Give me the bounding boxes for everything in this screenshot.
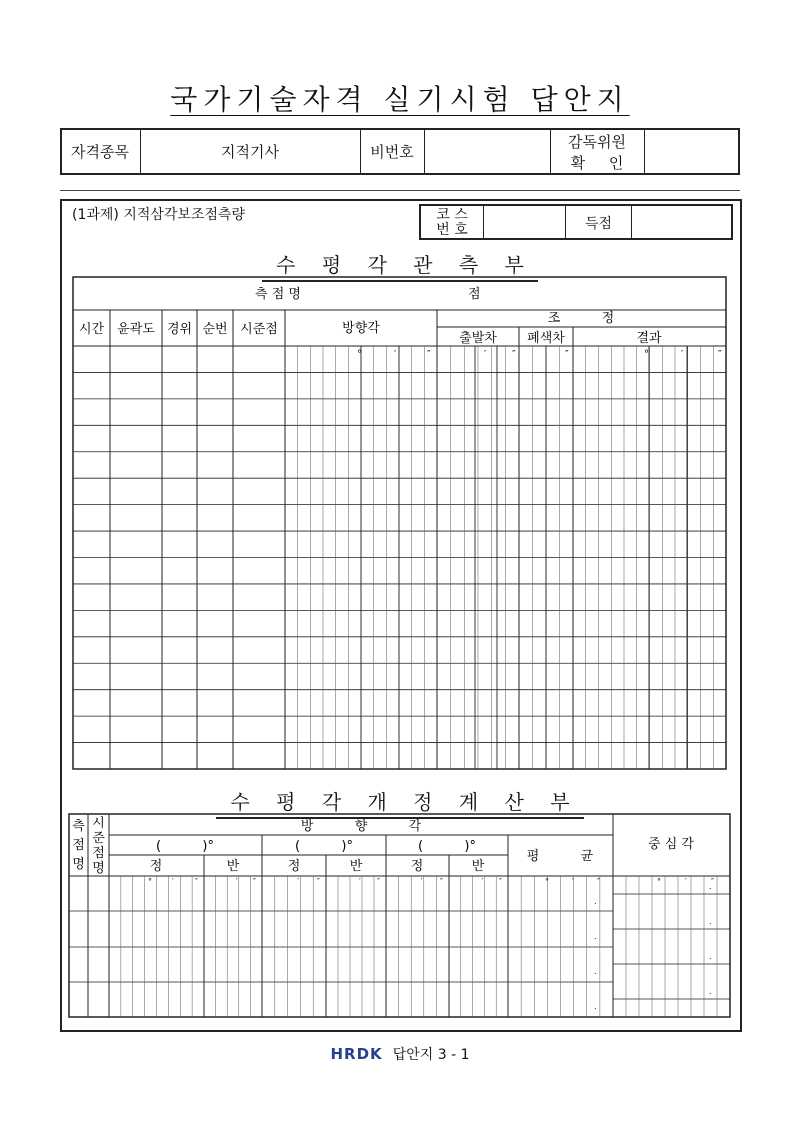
- paren-1: ( )°: [156, 839, 214, 854]
- col-order: 순번: [202, 322, 228, 337]
- page-title: 국가기술자격 실기시험 답안지: [170, 83, 630, 116]
- min-mark: ′: [359, 877, 361, 886]
- decimal-dot: .: [709, 882, 712, 891]
- min-mark: ′: [172, 877, 174, 886]
- deg-mark: °: [148, 877, 152, 886]
- sec-mark: ″: [718, 349, 722, 360]
- page-label: 답안지 3 - 1: [392, 1047, 470, 1063]
- station-label: 측 점 명: [255, 287, 301, 302]
- task-label: (1과제) 지적삼각보조점측량: [72, 207, 246, 223]
- deg-mark: °: [545, 877, 549, 886]
- course-label: 코 스: [436, 207, 468, 223]
- decimal-dot: .: [594, 1002, 597, 1011]
- field-value[interactable]: 지적기사: [221, 143, 279, 161]
- min-mark: ′: [484, 349, 487, 360]
- col-adjust: 조 정: [547, 311, 615, 326]
- footer: [0, 1044, 800, 1064]
- sec-mark: ″: [499, 877, 502, 886]
- target-char: 명: [92, 861, 105, 876]
- col-close-diff: 폐색차: [527, 331, 565, 346]
- calc-col-direction: 방 향 각: [300, 819, 422, 834]
- hrdk-logo: HRDK: [330, 1045, 383, 1063]
- sec-mark: ″: [565, 349, 569, 360]
- target-char: 점: [92, 846, 105, 861]
- col-target: 시준점: [240, 322, 278, 337]
- decimal-dot: .: [709, 952, 712, 961]
- sec-mark: ″: [317, 877, 320, 886]
- secret-number-label: 비번호: [370, 143, 414, 161]
- reverse-label: 반: [471, 859, 485, 874]
- min-mark: ′: [297, 877, 300, 886]
- decimal-dot: .: [594, 897, 597, 906]
- min-mark: ′: [420, 877, 423, 886]
- normal-label: 정: [149, 859, 163, 874]
- field-label: 자격종목: [71, 143, 129, 161]
- mean-label: 평 균: [526, 849, 594, 864]
- min-mark: ′: [481, 877, 484, 886]
- target-char: 준: [92, 831, 105, 846]
- col-start-diff: 출발차: [459, 331, 497, 346]
- col-time: 시간: [78, 322, 105, 337]
- sec-mark: ″: [427, 349, 431, 360]
- center-angle-label: 중 심 각: [648, 837, 694, 852]
- target-char: 시: [92, 816, 105, 831]
- normal-label: 정: [287, 859, 301, 874]
- reverse-label: 반: [349, 859, 363, 874]
- sec-mark: ″: [597, 877, 600, 886]
- paren-3: ( )°: [418, 839, 476, 854]
- decimal-dot: .: [709, 987, 712, 996]
- decimal-dot: .: [594, 967, 597, 976]
- deg-mark: °: [644, 349, 649, 360]
- min-mark: ′: [394, 349, 397, 360]
- obs-section-title: 수 평 각 관 측 부: [262, 249, 538, 282]
- sec-mark: ″: [377, 877, 380, 886]
- normal-label: 정: [410, 859, 424, 874]
- station-char: 점: [72, 838, 85, 853]
- sec-mark: ″: [440, 877, 443, 886]
- deg-mark: °: [357, 349, 362, 360]
- col-pos: 경위: [166, 322, 193, 337]
- min-mark: ′: [685, 877, 687, 886]
- supervisor-confirm-label: 확 인: [570, 153, 624, 172]
- decimal-dot: .: [594, 932, 597, 941]
- min-mark: ′: [235, 877, 238, 886]
- sec-mark: ″: [195, 877, 198, 886]
- station-char: 명: [72, 857, 85, 872]
- decimal-dot: .: [709, 917, 712, 926]
- supervisor-label: 감독위원: [568, 132, 626, 151]
- paren-2: ( )°: [295, 839, 353, 854]
- sec-mark: ″: [711, 877, 714, 886]
- col-face: 윤곽도: [117, 322, 155, 337]
- number-label: 번 호: [436, 222, 468, 238]
- deg-mark: °: [657, 877, 661, 886]
- min-mark: ′: [681, 349, 684, 360]
- min-mark: ′: [572, 877, 574, 886]
- col-direction: 방향각: [342, 321, 380, 336]
- score-label: 득점: [584, 215, 613, 232]
- sec-mark: ″: [512, 349, 516, 360]
- sec-mark: ″: [253, 877, 256, 886]
- calc-section-title: 수 평 각 개 정 계 산 부: [216, 786, 583, 819]
- station-suffix: 점: [468, 287, 481, 302]
- reverse-label: 반: [226, 859, 240, 874]
- station-char: 측: [72, 819, 85, 834]
- col-result: 결과: [636, 331, 662, 346]
